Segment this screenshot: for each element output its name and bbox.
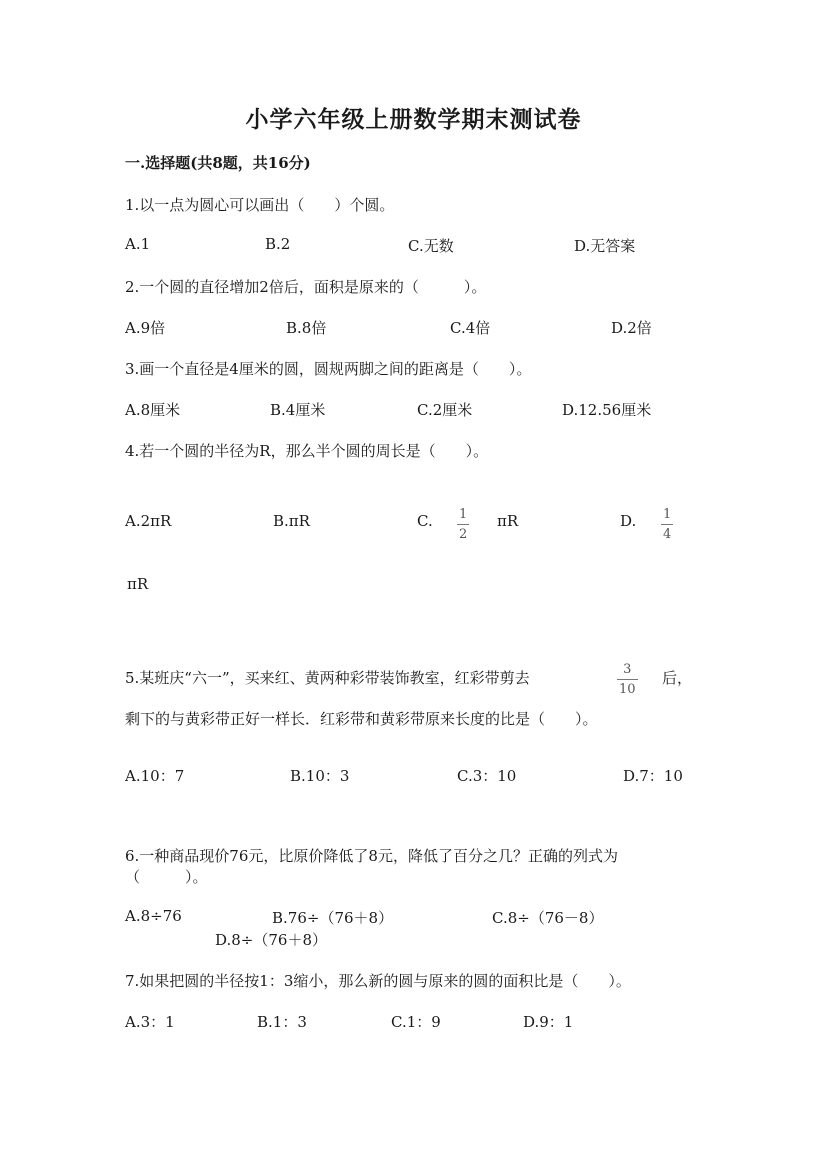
question-6-text-line1: 6.一种商品现价76元，比原价降低了8元，降低了百分之几？正确的列式为	[125, 847, 618, 865]
question-7-option-d[interactable]: D.9：1	[523, 1013, 574, 1031]
question-5-option-d[interactable]: D.7：10	[623, 767, 683, 785]
question-3-option-c[interactable]: C.2厘米	[417, 401, 473, 419]
question-4-option-a[interactable]: A.2πR	[125, 512, 172, 530]
question-1-text: 1.以一点为圆心可以画出（ ）个圆。	[125, 196, 395, 214]
question-4-option-d-fraction	[661, 508, 673, 541]
question-3-option-d[interactable]: D.12.56厘米	[562, 401, 652, 419]
question-3-option-a[interactable]: A.8厘米	[125, 401, 181, 419]
section-heading: 一.选择题(共8题，共16分)	[125, 154, 311, 172]
question-4-option-c-suffix: πR	[497, 512, 519, 530]
question-1-option-d[interactable]: D.无答案	[574, 237, 636, 255]
fraction-denominator: 4	[663, 527, 672, 542]
question-5-text-after: 后，	[662, 669, 693, 687]
fraction-denominator: 10	[619, 682, 636, 697]
question-2-option-b[interactable]: B.8倍	[286, 319, 327, 337]
question-4-option-d[interactable]: D.	[620, 512, 637, 530]
question-2-option-d[interactable]: D.2倍	[611, 319, 652, 337]
question-2-option-a[interactable]: A.9倍	[125, 319, 166, 337]
question-3-option-b[interactable]: B.4厘米	[270, 401, 326, 419]
fraction-denominator: 2	[459, 527, 468, 542]
question-5-option-a[interactable]: A.10：7	[125, 767, 185, 785]
question-7-option-a[interactable]: A.3：1	[125, 1013, 175, 1031]
fraction-numerator: 3	[623, 662, 632, 677]
fraction-numerator: 1	[459, 507, 468, 522]
question-1-option-a[interactable]: A.1	[125, 235, 151, 253]
question-5-option-c[interactable]: C.3：10	[457, 767, 517, 785]
question-2-option-c[interactable]: C.4倍	[450, 319, 491, 337]
page-title: 小学六年级上册数学期末测试卷	[245, 106, 582, 133]
question-7-option-c[interactable]: C.1：9	[391, 1013, 441, 1031]
question-4-option-c-fraction	[457, 508, 469, 541]
question-7-option-b[interactable]: B.1：3	[257, 1013, 307, 1031]
question-6-text-line2: （ ）。	[125, 868, 208, 886]
question-7-text: 7.如果把圆的半径按1：3缩小，那么新的圆与原来的圆的面积比是（ ）。	[125, 972, 631, 990]
fraction-numerator: 1	[663, 507, 672, 522]
question-5-text-line2: 剩下的与黄彩带正好一样长．红彩带和黄彩带原来长度的比是（ ）。	[125, 710, 598, 728]
question-6-option-b[interactable]: B.76÷（76＋8）	[272, 909, 394, 927]
question-4-text: 4.若一个圆的半径为R，那么半个圆的周长是（ ）。	[125, 442, 489, 460]
question-4-option-b[interactable]: B.πR	[273, 512, 310, 530]
question-1-option-b[interactable]: B.2	[265, 235, 291, 253]
question-6-option-c[interactable]: C.8÷（76－8）	[492, 909, 604, 927]
question-6-option-a[interactable]: A.8÷76	[125, 907, 182, 925]
question-5-option-b[interactable]: B.10：3	[290, 767, 350, 785]
question-2-text: 2.一个圆的直径增加2倍后，面积是原来的（ ）。	[125, 278, 487, 296]
question-4-option-d-suffix: πR	[127, 575, 149, 593]
question-3-text: 3.画一个直径是4厘米的圆，圆规两脚之间的距离是（ ）。	[125, 360, 532, 378]
question-5-fraction	[617, 663, 638, 696]
question-6-option-d[interactable]: D.8÷（76＋8）	[215, 931, 328, 949]
question-4-option-c[interactable]: C.	[417, 512, 433, 530]
question-5-text-line1: 5.某班庆“六一”，买来红、黄两种彩带装饰教室，红彩带剪去	[125, 669, 530, 687]
question-1-option-c[interactable]: C.无数	[408, 237, 454, 255]
